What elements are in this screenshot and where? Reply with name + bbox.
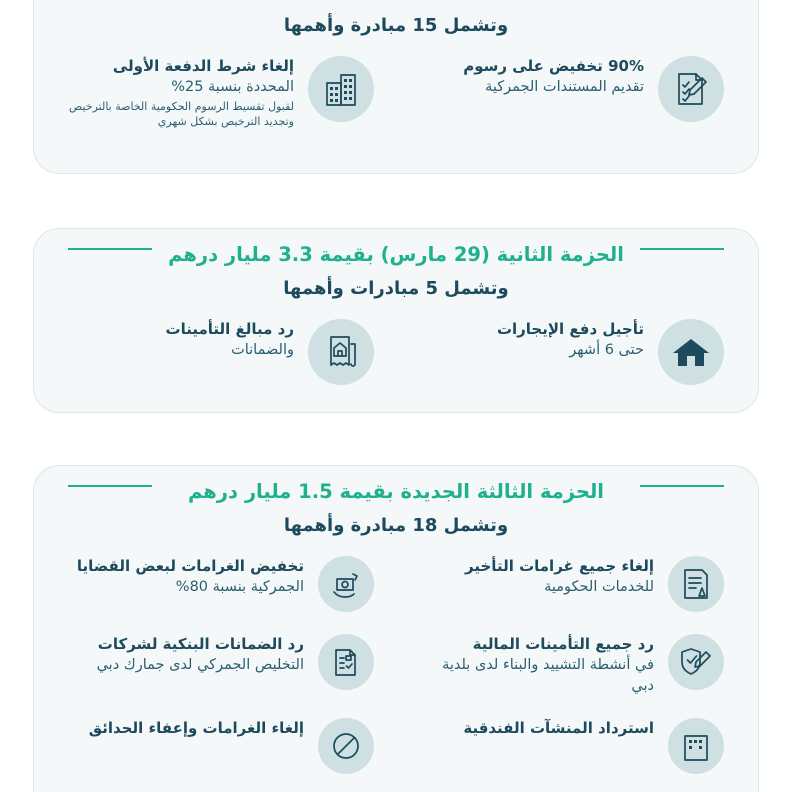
- item-text: [68, 632, 304, 676]
- house-icon: [658, 319, 724, 385]
- item-cancel-fines-parks[interactable]: [46, 706, 396, 784]
- item-heading: استرداد المنشآت الفندقية: [463, 718, 654, 737]
- item-text: [68, 317, 294, 361]
- package-two-title: الحزمة الثانية (29 مارس) بقيمة 3.3 مليار درهم: [168, 243, 624, 266]
- item-refund-deposits[interactable]: [46, 307, 396, 395]
- item-refund-financial-deposits[interactable]: [396, 622, 746, 706]
- package-card-two: [33, 228, 759, 413]
- item-heading: تخفيض الغرامات لبعض القضايا: [76, 557, 304, 575]
- receipt-house-icon: [308, 319, 374, 385]
- item-body: التخليص الجمركي لدى جمارك دبي: [96, 657, 304, 674]
- item-text: [68, 554, 304, 598]
- package-one-subtitle: وتشمل 15 مبادرة وأهمها: [283, 15, 509, 36]
- package-three-title: الحزمة الثالثة الجديدة بقيمة 1.5 مليار درهم: [188, 480, 604, 503]
- item-text: [418, 632, 654, 696]
- item-heading: إلغاء جميع غرامات التأخير: [465, 557, 654, 575]
- item-heading: إلغاء الغرامات وإعفاء الحدائق: [88, 718, 304, 737]
- item-refund-bank-guarantees[interactable]: [46, 622, 396, 706]
- item-text: [418, 716, 654, 738]
- package-three-items: [34, 540, 758, 792]
- title-rule-right: [640, 248, 724, 250]
- item-text: [418, 317, 644, 361]
- item-body: تقديم المستندات الجمركية: [485, 79, 644, 96]
- package-two-title-wrap: [34, 229, 758, 266]
- hotel-icon: [668, 718, 724, 774]
- item-heading: رد مبالغ التأمينات: [165, 320, 294, 338]
- item-heading: 90% تخفيض على رسوم: [463, 57, 644, 75]
- item-cancel-late-fines[interactable]: [396, 544, 746, 622]
- item-body: المحددة بنسبة 25%: [171, 79, 294, 96]
- item-heading: رد الضمانات البنكية لشركات: [97, 635, 304, 653]
- item-body: للخدمات الحكومية: [544, 579, 654, 596]
- document-pen-icon: [658, 56, 724, 122]
- package-three-title-wrap: [34, 466, 758, 503]
- item-body: الجمركية بنسبة 80%: [175, 579, 304, 596]
- item-hotel-establishments[interactable]: [396, 706, 746, 784]
- package-card-one: [33, 0, 759, 174]
- item-customs-documents-fee[interactable]: [396, 44, 746, 140]
- item-note: لقبول تقسيط الرسوم الحكومية الخاصة بالترخيص وتجديد الترخيص بشكل شهري: [68, 99, 294, 129]
- package-card-three: [33, 465, 759, 792]
- item-body: في أنشطة التشييد والبناء لدى بلدية دبي: [442, 657, 654, 694]
- item-customs-fines-reduction[interactable]: [46, 544, 396, 622]
- fine-cancel-icon: [318, 718, 374, 774]
- item-text: [418, 54, 644, 98]
- item-heading: إلغاء شرط الدفعة الأولى: [112, 57, 294, 75]
- package-two-subtitle: وتشمل 5 مبادرات وأهمها: [283, 278, 509, 299]
- item-text: [418, 554, 654, 598]
- title-rule-right: [640, 485, 724, 487]
- item-body: والضمانات: [231, 342, 294, 359]
- package-one-items: [34, 40, 758, 156]
- item-text: [68, 54, 294, 130]
- package-three-subtitle: وتشمل 18 مبادرة وأهمها: [283, 515, 509, 536]
- title-rule-left: [68, 485, 152, 487]
- shield-pen-icon: [668, 634, 724, 690]
- package-two-items: [34, 303, 758, 411]
- contract-stamp-icon: [668, 556, 724, 612]
- item-body: حتى 6 أشهر: [569, 342, 644, 359]
- title-rule-left: [68, 248, 152, 250]
- item-cancel-first-payment[interactable]: [46, 44, 396, 140]
- item-text: [68, 716, 304, 738]
- buildings-icon: [308, 56, 374, 122]
- item-heading: رد جميع التأمينات المالية: [472, 635, 654, 653]
- item-heading: تأجيل دفع الإيجارات: [496, 320, 644, 338]
- bank-checklist-icon: [318, 634, 374, 690]
- hand-money-icon: [318, 556, 374, 612]
- item-rent-deferral[interactable]: [396, 307, 746, 395]
